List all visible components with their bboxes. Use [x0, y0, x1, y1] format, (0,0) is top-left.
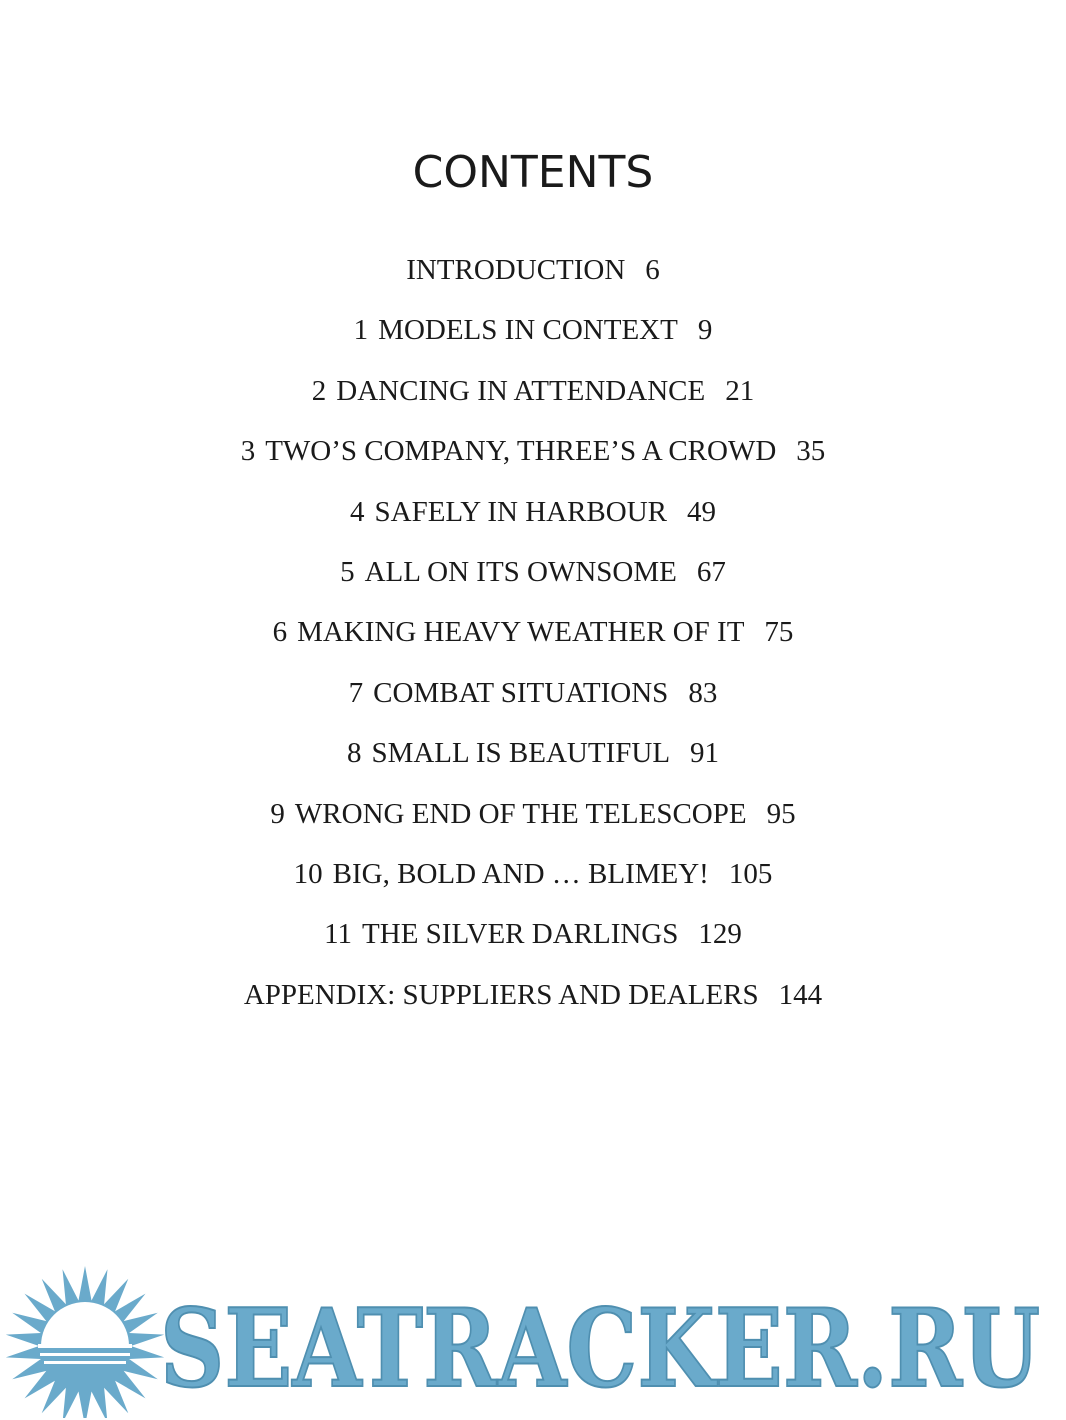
- toc-entry-number: 5: [340, 555, 355, 588]
- watermark: [0, 1258, 1066, 1418]
- toc-entry-chapter-9[interactable]: [0, 791, 1066, 851]
- toc-entry-page: 75: [764, 616, 794, 649]
- toc-entry-page: 129: [698, 918, 742, 951]
- toc-entry-chapter-6[interactable]: [0, 609, 1066, 669]
- page-title: CONTENTS: [412, 147, 654, 199]
- toc-entry-chapter-2[interactable]: [0, 368, 1066, 428]
- toc-entry-chapter-5[interactable]: [0, 549, 1066, 609]
- toc-entry-page: 105: [728, 857, 773, 890]
- toc-entry-page: 91: [690, 737, 720, 770]
- toc-entry-page: 6: [645, 254, 660, 286]
- toc-entry-page: 83: [688, 676, 718, 709]
- toc-entry-number: 8: [346, 737, 362, 770]
- watermark-text: SEATRACKER.RU: [160, 1286, 1040, 1412]
- toc-entry-number: 2: [311, 374, 327, 407]
- toc-entry-appendix[interactable]: [0, 972, 1066, 1032]
- toc-entry-label: COMBAT SITUATIONS: [373, 676, 669, 709]
- toc-entry-page: 95: [766, 797, 796, 830]
- toc-entry-number: 9: [270, 797, 285, 830]
- toc-entry-number: 3: [240, 435, 256, 468]
- toc-entry-chapter-1[interactable]: [0, 307, 1066, 367]
- sun-icon: [6, 1266, 164, 1418]
- toc-entry-chapter-10[interactable]: [0, 851, 1066, 911]
- toc-entry-label: APPENDIX: SUPPLIERS AND DEALERS: [243, 978, 759, 1011]
- toc-entry-chapter-4[interactable]: [0, 489, 1066, 549]
- toc-entry-label: MODELS IN CONTEXT: [378, 314, 678, 347]
- toc-entry-number: 7: [348, 676, 364, 709]
- toc-entry-label: DANCING IN ATTENDANCE: [336, 374, 706, 407]
- toc-entry-page: 21: [725, 374, 755, 407]
- toc-entry-number: 10: [293, 857, 323, 890]
- toc-entry-number: 4: [350, 495, 365, 528]
- toc-entry-number: 1: [353, 314, 369, 347]
- toc-entry-label: ALL ON ITS OWNSOME: [364, 555, 677, 588]
- toc-entry-label: MAKING HEAVY WEATHER OF IT: [297, 616, 745, 649]
- toc-entry-introduction[interactable]: [0, 247, 1066, 307]
- toc-entry-label: INTRODUCTION: [406, 254, 626, 286]
- toc-entry-chapter-3[interactable]: [0, 428, 1066, 488]
- toc-entry-label: TWO’S COMPANY, THREE’S A CROWD: [265, 435, 777, 468]
- toc-entry-page: 144: [778, 978, 823, 1011]
- table-of-contents: [0, 247, 1066, 1032]
- toc-entry-label: SAFELY IN HARBOUR: [374, 495, 667, 528]
- toc-entry-label: THE SILVER DARLINGS: [362, 918, 679, 951]
- toc-entry-number: 6: [272, 616, 288, 649]
- toc-entry-label: SMALL IS BEAUTIFUL: [371, 737, 671, 770]
- toc-entry-number: 11: [324, 918, 353, 951]
- toc-entry-chapter-7[interactable]: [0, 670, 1066, 730]
- toc-entry-page: 49: [687, 495, 716, 528]
- toc-entry-label: WRONG END OF THE TELESCOPE: [294, 797, 747, 830]
- toc-entry-label: BIG, BOLD AND … BLIMEY!: [332, 857, 709, 890]
- toc-entry-chapter-11[interactable]: [0, 911, 1066, 971]
- toc-entry-chapter-8[interactable]: [0, 730, 1066, 790]
- toc-entry-page: 35: [796, 435, 826, 468]
- toc-entry-page: 9: [697, 314, 713, 347]
- toc-entry-page: 67: [696, 555, 726, 588]
